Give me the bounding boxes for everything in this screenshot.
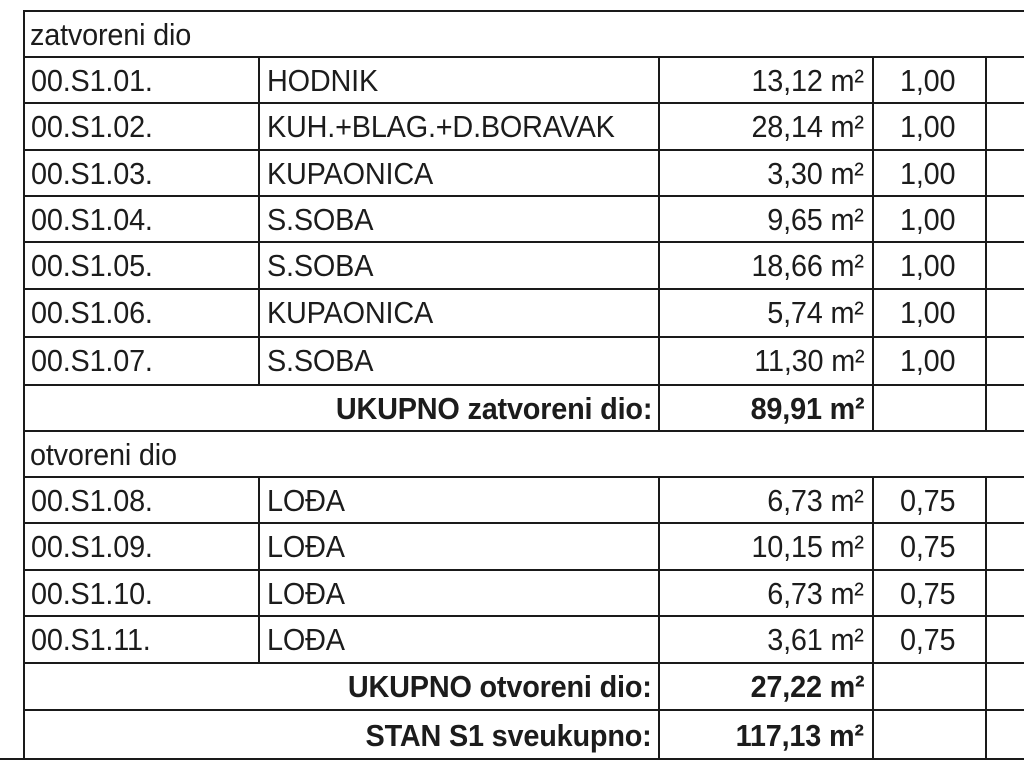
room-name: LOĐA: [267, 483, 345, 518]
room-name: LOĐA: [267, 576, 345, 611]
room-code: 00.S1.02.: [31, 109, 153, 144]
room-area: 11,30 m²: [753, 343, 864, 378]
subtotal-label-open: UKUPNO otvoreni dio:: [348, 669, 652, 704]
table-border-line: [23, 430, 1024, 432]
room-area: 18,66 m²: [751, 248, 864, 283]
room-code: 00.S1.09.: [31, 529, 153, 564]
room-area: 3,30 m²: [767, 156, 864, 191]
table-border-line: [658, 56, 660, 430]
room-coefficient: 1,00: [900, 343, 956, 378]
room-name: KUPAONICA: [267, 156, 434, 191]
subtotal-value-closed: 89,91 m²: [750, 391, 864, 426]
table-border-line: [258, 56, 260, 384]
room-coefficient: 0,75: [900, 622, 956, 657]
room-coefficient: 1,00: [900, 295, 956, 330]
room-name: S.SOBA: [267, 343, 374, 378]
table-border-line: [0, 758, 1024, 760]
table-border-line: [872, 476, 874, 760]
room-area: 6,73 m²: [767, 483, 864, 518]
room-coefficient: 1,00: [900, 248, 956, 283]
room-area: 6,73 m²: [767, 576, 864, 611]
room-name: S.SOBA: [267, 202, 374, 237]
table-border-line: [658, 476, 660, 760]
room-code: 00.S1.06.: [31, 295, 153, 330]
room-code: 00.S1.01.: [31, 63, 153, 98]
room-name: LOĐA: [267, 622, 345, 657]
room-area: 13,12 m²: [751, 63, 864, 98]
room-area: 28,14 m²: [751, 109, 864, 144]
subtotal-label-closed: UKUPNO zatvoreni dio:: [335, 391, 652, 426]
section-title-open: otvoreni dio: [30, 437, 177, 472]
room-code: 00.S1.10.: [31, 576, 153, 611]
room-coefficient: 0,75: [900, 576, 956, 611]
room-coefficient: 1,00: [900, 63, 956, 98]
room-code: 00.S1.08.: [31, 483, 153, 518]
table-border-line: [985, 476, 987, 760]
table-border-line: [23, 10, 25, 760]
grand-total-label: STAN S1 sveukupno:: [365, 718, 652, 753]
room-code: 00.S1.04.: [31, 202, 153, 237]
room-name: LOĐA: [267, 529, 345, 564]
room-coefficient: 0,75: [900, 529, 956, 564]
room-coefficient: 1,00: [900, 202, 956, 237]
room-coefficient: 0,75: [900, 483, 956, 518]
room-area: 5,74 m²: [767, 295, 864, 330]
room-code: 00.S1.03.: [31, 156, 153, 191]
room-name: S.SOBA: [267, 248, 374, 283]
table-border-line: [985, 56, 987, 430]
room-coefficient: 1,00: [900, 109, 956, 144]
room-name: HODNIK: [267, 63, 379, 98]
room-coefficient: 1,00: [900, 156, 956, 191]
grand-total-value: 117,13 m²: [735, 718, 864, 753]
room-name: KUH.+BLAG.+D.BORAVAK: [267, 109, 615, 144]
room-code: 00.S1.11.: [31, 622, 151, 657]
room-area: 9,65 m²: [767, 202, 864, 237]
room-area: 10,15 m²: [751, 529, 864, 564]
section-title-closed: zatvoreni dio: [30, 17, 192, 52]
room-area: 3,61 m²: [767, 622, 864, 657]
table-border-line: [23, 10, 1024, 12]
table-border-line: [872, 56, 874, 430]
table-border-line: [258, 476, 260, 662]
room-name: KUPAONICA: [267, 295, 434, 330]
room-code: 00.S1.07.: [31, 343, 153, 378]
room-code: 00.S1.05.: [31, 248, 153, 283]
subtotal-value-open: 27,22 m²: [750, 669, 864, 704]
